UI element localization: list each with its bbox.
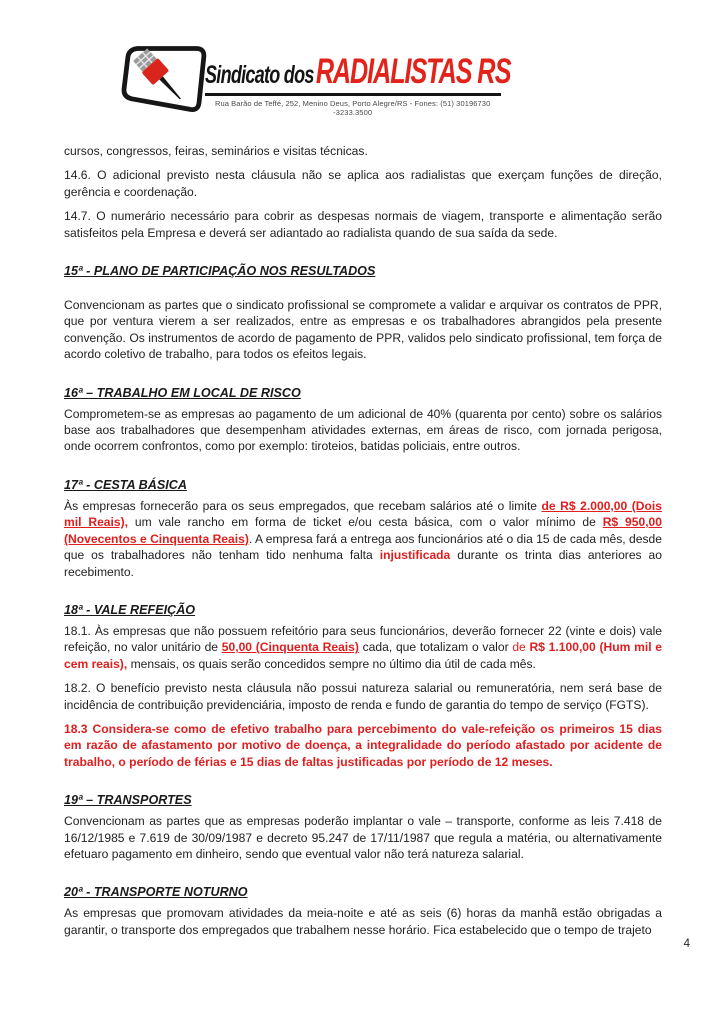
address-line: Rua Barão de Teffé, 252, Menino Deus, Porto Alegre/RS - Fones: (51) 30196730 -3233.3500 [214,99,491,117]
logo-text-radialistas: RADIALISTAS [315,52,472,91]
clause-14-6-paragraph: 14.6. O adicional previsto nesta cláusula não se aplica aos radialistas que exerçam funções de direção, gerência e coordenação. [64,168,662,199]
clause-19-heading: 19ª – TRANSPORTES [64,793,192,808]
clause-20-paragraph: As empresas que promovam atividades da meia-noite e até as seis (6) horas da manhã estão obrigadas a garantir, o transporte dos empregados que trabalhem nesse horário. Fica estabelecido que o tempo de trajeto [64,906,662,937]
continuation-paragraph: cursos, congressos, feiras, seminários e visitas técnicas. [64,144,368,158]
clause-15-heading: 15ª - PLANO DE PARTICIPAÇÃO NOS RESULTADOS [64,264,376,279]
clause-17-paragraph: Às empresas fornecerão para os seus empregados, que recebam salários até o limite de R$ 2.000,00 (Dois mil Reais), um vale rancho em forma de ticket e/ou cesta básica, com o valor mínimo de R$ 950,00 (Novecentos e Cinquenta Reais). A empresa fará a entrega aos funcionários até o dia 15 de cada mês, desde que os trabalhadores não tenham tido nenhuma falta injustificada durante os trinta dias anteriores ao recebimento. [64,498,663,579]
clause-17-heading: 17ª - CESTA BÁSICA [64,477,187,492]
page-number: 4 [683,938,690,950]
logo-text-sindicato: Sindicato dos [204,61,314,89]
clause-18-2-paragraph: 18.2. O benefício previsto nesta cláusula não possui natureza salarial ou remuneratória, nem será base de incidência de contribuição previdenciária, imposto de renda e fundo de garantia do tempo de serviço (FGTS). [64,681,662,712]
microphone-icon [115,40,211,114]
clause-15-paragraph: Convencionam as partes que o sindicato profissional se compromete a validar e arquivar os contratos de PPR, que por ventura vierem a ser realizados, entre as empresas e os trabalhadores abrangidos pela presente convenção. Os instrumentos de acordo de pagamento de PPR, validos pelo sindicato profissional, tem força de acordo coletivo de trabalho, para todos os efeitos legais. [64,298,662,362]
letterhead [64,40,662,117]
clause-14-7-paragraph: 14.7. O numerário necessário para cobrir as despesas normais de viagem, transporte e alimentação serão satisfeitos pela Empresa e deverá ser adiantado ao radialista quando de sua saída da sede. [64,209,662,240]
clause-20-heading: 20ª - TRANSPORTE NOTURNO [64,885,248,900]
logo-text-block [205,40,630,117]
clause-16-heading: 16ª – TRABALHO EM LOCAL DE RISCO [64,385,301,400]
clause-18-heading: 18ª - VALE REFEIÇÃO [64,602,196,617]
union-logo [115,40,630,117]
clause-16-paragraph: Comprometem-se as empresas ao pagamento de um adicional de 40% (quarenta por cento) sobre os salários base aos trabalhadores que desempenham atividades externas, em áreas de risco, com jornada perigosa, onde ocorrem confrontos, como por exemplo: tiroteios, batidas policiais, entre outros. [64,406,662,454]
logo-wordmark [205,52,511,92]
document-body [64,143,662,938]
clause-19-paragraph: Convencionam as partes que as empresas poderão implantar o vale – transporte, conforme as leis 7.418 de 16/12/1985 e 7.619 de 30/09/1987 e decreto 95.247 de 17/11/1987 que regula a matéria, ou alternativamente efetuaro pagamento em dinheiro, sendo que eventual valor não terá natureza salarial. [64,814,662,861]
clause-18-3-paragraph: 18.3 Considera-se como de efetivo trabalho para percebimento do vale-refeição os primeiros 15 dias em razão de afastamento por motivo de doença, a integralidade do período afastado por acidente de trabalho, o período de férias e 15 dias de faltas justificadas por período de 12 meses. [64,721,662,769]
logo-divider-rule [205,93,501,96]
logo-text-rs: RS [476,52,511,91]
clause-18-1-paragraph: 18.1. Às empresas que não possuem refeitório para seus funcionários, deverão fornecer 22 (vinte e dois) vale refeição, no valor unitário de 50,00 (Cinquenta Reais) cada, que totalizam o valor de R$ 1.100,00 (Hum mil e cem reais), mensais, os quais serão concedidos sempre no último dia útil de cada mês. [64,623,663,671]
